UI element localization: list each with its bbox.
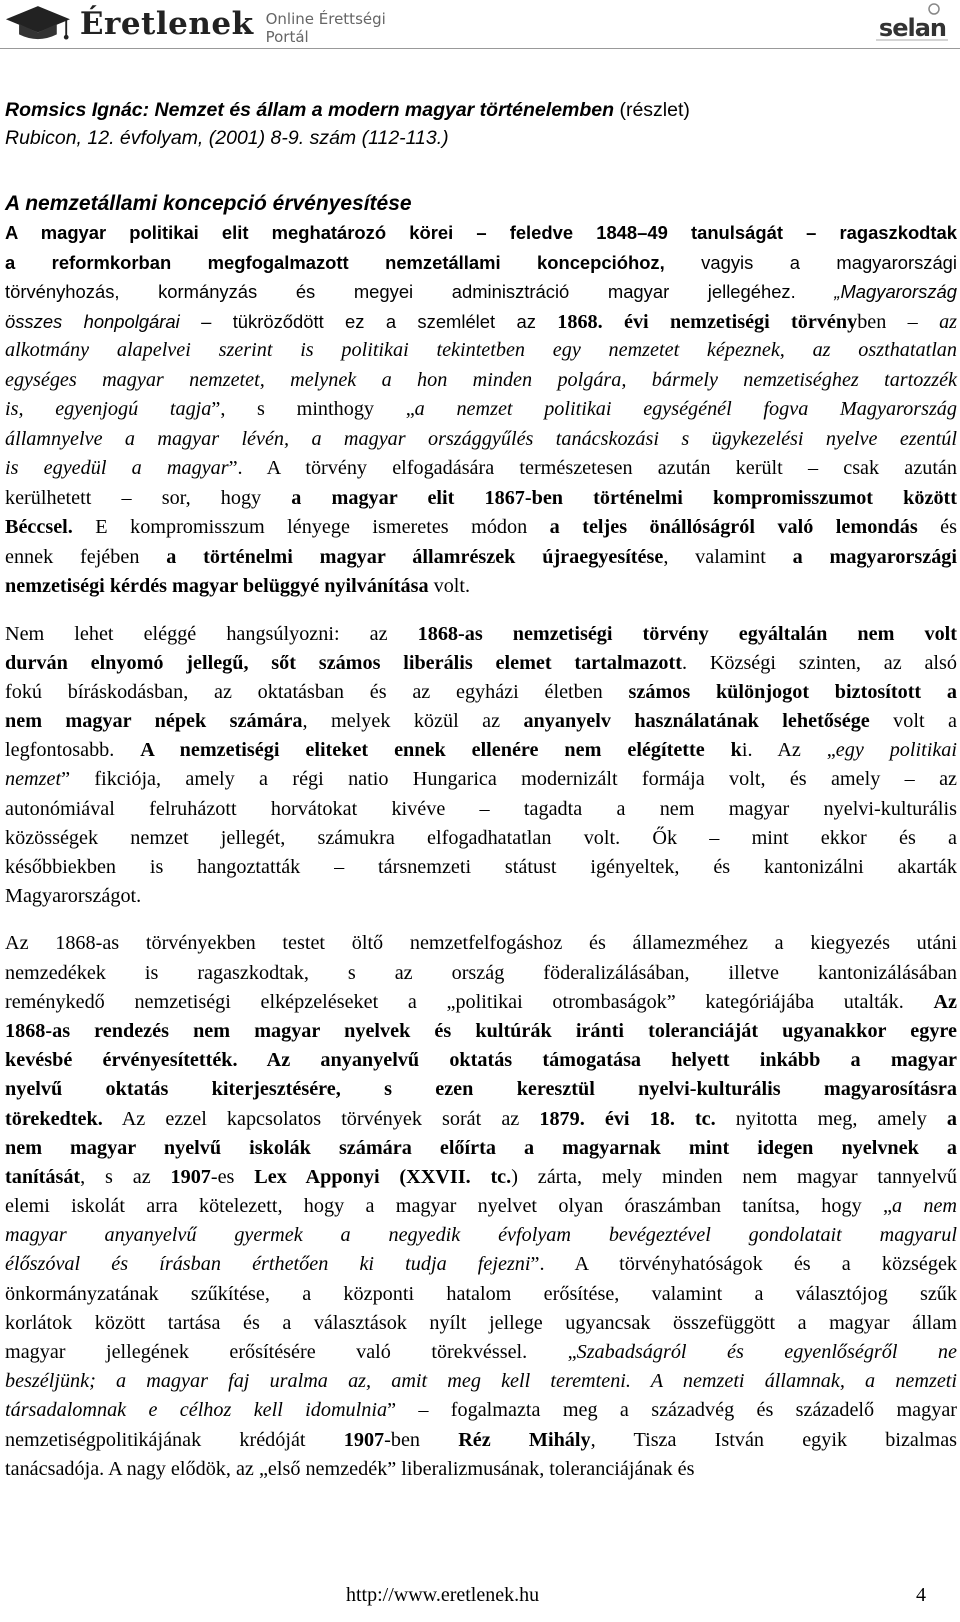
text-run: , valamint bbox=[663, 545, 793, 568]
text-run: összes honpolgárai bbox=[5, 310, 180, 332]
text-run: a nem bbox=[891, 1195, 957, 1218]
text-run: nemzet bbox=[5, 768, 62, 791]
source-line-2: Rubicon, 12. évfolyam, (2001) 8-9. szám (112-113.) bbox=[5, 127, 449, 149]
text-line bbox=[5, 929, 957, 958]
text-run: vagyis a magyarországi bbox=[664, 251, 957, 273]
text-run: a nemzet politikai egységénél fogva Magyarország bbox=[414, 398, 957, 420]
text-run: a történelmi magyar államrészek újraegyesítése bbox=[166, 545, 664, 568]
text-run: nemzetiségpolitikájának krédóját bbox=[5, 1428, 344, 1451]
text-line bbox=[5, 824, 957, 853]
text-line bbox=[5, 1105, 957, 1134]
text-run: -ben bbox=[384, 1428, 459, 1451]
graduation-cap-icon bbox=[4, 3, 72, 45]
text-run: Nem lehet eléggé hangsúlyozni: az bbox=[5, 622, 418, 645]
text-line bbox=[5, 454, 957, 484]
text-run: reménykedő nemzetiségi elképzeléseket a „politikai otrombaságok” kategóriájába utalták. bbox=[5, 990, 934, 1013]
text-line bbox=[5, 248, 957, 278]
text-run: , melyek közül az bbox=[302, 710, 524, 733]
text-run: 1879. évi 18. tc. bbox=[539, 1107, 716, 1130]
text-run: tanácsadója. A nagy elődök, az „első nemzedék” liberalizmusának, toleranciájának és bbox=[5, 1457, 695, 1480]
text-run: a reformkorban megfogalmazott nemzetállami koncepcióhoz, bbox=[5, 251, 665, 273]
text-line bbox=[5, 1455, 957, 1484]
text-line bbox=[5, 1309, 957, 1338]
text-line bbox=[5, 795, 957, 824]
text-run: élőszóval és írásban érthetően ki tudja fejezni bbox=[5, 1253, 531, 1276]
section-heading: A nemzetállami koncepció érvényesítése bbox=[5, 192, 412, 215]
text-run: nyitotta meg, amely bbox=[715, 1107, 947, 1130]
site-logo[interactable] bbox=[4, 2, 424, 46]
text-line bbox=[5, 649, 957, 678]
text-run: 1868. évi nemzetiségi törvény bbox=[557, 310, 858, 333]
text-run: 1868-as rendezés nem magyar nyelvek és kultúrák iránti toleranciáját ugyanakkor egyre bbox=[5, 1019, 957, 1042]
text-run: elemi iskolát arra kötelezett, hogy a magyar nyelvet olyan óraszámban tanítsa, hogy „ bbox=[5, 1195, 892, 1218]
text-run: „Magyarország bbox=[834, 281, 957, 302]
text-run: nemzetiségi kérdés magyar belüggyé nyilvánítása bbox=[5, 575, 429, 597]
partner-logo-text: selan bbox=[878, 14, 946, 42]
text-run: durván elnyomó jellegű, sőt számos liberális elemet tartalmazott bbox=[5, 651, 682, 674]
paragraph-2 bbox=[5, 620, 957, 912]
text-run: ”, s minthogy „ bbox=[211, 398, 415, 420]
text-run: számos különjogot biztosított a bbox=[628, 680, 957, 703]
text-run: beszéljünk; a magyar faj uralma az, amit meg kell teremteni. A nemzeti államnak, a nemzeti bbox=[5, 1370, 957, 1393]
text-run: egységes magyar nemzetet, melynek a hon minden polgára, bármely nemzetiséghez tartozzék bbox=[5, 368, 957, 391]
text-run: volt a bbox=[869, 710, 957, 733]
text-run: Az ezzel kapcsolatos törvények sorát az bbox=[102, 1107, 540, 1130]
text-line bbox=[5, 1017, 957, 1046]
text-run: közösségek nemzet jellegét, számukra elfogadhatatlan volt. Ők – mint ekkor és a bbox=[5, 826, 957, 849]
page-header bbox=[0, 0, 960, 56]
text-run: ”. A törvényhatóságok és a községek bbox=[530, 1253, 957, 1276]
text-run: autonómiával felruházott horvátokat kivéve – tagadta a nem magyar nyelvi-kulturális bbox=[5, 797, 957, 820]
text-run: nem magyar népek számára bbox=[5, 710, 303, 733]
text-run: fokú bíráskodásban, az oktatásban és az egyházi életben bbox=[5, 680, 629, 703]
text-line bbox=[5, 1396, 957, 1425]
text-line bbox=[5, 1338, 957, 1367]
text-run: magyar jellegének erősítésére való törekvéssel. „ bbox=[5, 1341, 577, 1363]
logo-name: Éretlenek bbox=[79, 6, 254, 42]
footer-url[interactable]: http://www.eretlenek.hu bbox=[346, 1584, 540, 1606]
header-divider bbox=[0, 48, 960, 49]
text-run: i. Az „ bbox=[741, 739, 836, 762]
text-line bbox=[5, 882, 957, 911]
text-run: ) zárta, mely minden nem magyar tannyelvű bbox=[511, 1165, 958, 1188]
text-run: a magyar elit 1867-ben történelmi kompromisszumot között bbox=[291, 486, 957, 509]
text-run: – tükröződött ez a szemlélet az bbox=[179, 310, 558, 332]
text-run: államnyelve a magyar lévén, a magyar országgyűlés tanácskozási s ügykezelési nyelve ezentúl bbox=[5, 427, 957, 450]
text-run: Béccsel. bbox=[5, 516, 73, 538]
paragraph-1 bbox=[5, 218, 957, 602]
source-line-1 bbox=[5, 96, 957, 124]
text-line bbox=[5, 707, 957, 736]
text-run: legfontosabb. bbox=[5, 739, 141, 762]
text-run: ben – bbox=[857, 310, 940, 333]
text-run: A magyar politikai elit meghatározó körei – feledve 1848–49 tanulságát – ragaszkodtak bbox=[5, 222, 957, 243]
text-line bbox=[5, 336, 957, 366]
text-line bbox=[5, 1046, 957, 1075]
text-run: Lex Apponyi (XXVII. tc. bbox=[254, 1165, 512, 1188]
text-line bbox=[5, 736, 957, 765]
text-run: E kompromisszum lényege ismeretes módon bbox=[72, 516, 550, 538]
text-run: is egyedül a magyar bbox=[5, 457, 229, 479]
paragraph-3 bbox=[5, 929, 957, 1484]
source-note: (részlet) bbox=[614, 99, 690, 121]
text-run: egy politikai bbox=[835, 739, 957, 762]
text-run: A nemzetiségi eliteket ennek ellenére nem elégítette k bbox=[140, 739, 742, 762]
text-run: , s az bbox=[80, 1165, 171, 1188]
text-line bbox=[5, 959, 957, 988]
text-run: ennek fejében bbox=[5, 545, 167, 568]
text-line bbox=[5, 765, 957, 794]
text-run: anyanyelv használatának lehetősége bbox=[523, 710, 870, 733]
text-run: a magyarországi bbox=[792, 545, 958, 568]
text-run: törvényhozás, kormányzás és megyei adminisztráció magyar jellegéhez. bbox=[5, 281, 835, 302]
text-run: Az bbox=[933, 990, 957, 1013]
page-number: 4 bbox=[916, 1584, 926, 1606]
text-line bbox=[5, 543, 957, 573]
text-run: , Tisza István egyik bizalmas bbox=[590, 1428, 958, 1451]
text-run: társadalomnak e célhoz kell idomulnia bbox=[5, 1399, 388, 1422]
text-line bbox=[5, 1250, 957, 1279]
text-run: -es bbox=[210, 1165, 255, 1188]
text-run: az bbox=[939, 310, 958, 333]
text-run: és bbox=[917, 516, 957, 538]
text-line bbox=[5, 1221, 957, 1250]
text-run: kerülhetett – sor, hogy bbox=[5, 486, 292, 509]
text-run: ”. A törvény elfogadására természetesen azután került – csak azután bbox=[228, 457, 957, 479]
text-run: 1868-as nemzetiségi törvény egyáltalán nem volt bbox=[417, 622, 957, 645]
text-line bbox=[5, 1367, 957, 1396]
text-run: korlátok között tartása és a választások nyílt jellege ugyancsak összefüggött a magyar állam bbox=[5, 1311, 957, 1334]
text-run: Az 1868-as törvényekben testet öltő nemzetfelfogáshoz és államezméhez a kiegyezés utáni bbox=[5, 932, 957, 955]
article bbox=[5, 96, 957, 1484]
text-run: törekedtek. bbox=[5, 1107, 103, 1130]
text-run: nyelvű oktatás kiterjesztésére, s ezen keresztül nyelvi-kulturális magyarosításra bbox=[5, 1078, 957, 1101]
page-footer bbox=[0, 1584, 960, 1614]
text-line bbox=[5, 988, 957, 1017]
text-line bbox=[5, 218, 957, 248]
text-line bbox=[5, 395, 957, 425]
partner-logo bbox=[872, 0, 952, 50]
text-run: ” fikciója, amely a régi natio Hungarica modernizált formája volt, és amely – az bbox=[61, 768, 957, 791]
text-line bbox=[5, 572, 957, 602]
text-run: ” – fogalmazta meg a századvég és századelő magyar bbox=[387, 1399, 958, 1422]
text-run: tanítását bbox=[5, 1165, 81, 1188]
text-line bbox=[5, 366, 957, 396]
text-run: nemzedékek is ragaszkodtak, s az ország föderalizálásában, illetve kantonizálásában bbox=[5, 961, 957, 984]
text-run: 1907 bbox=[170, 1165, 211, 1188]
text-line bbox=[5, 1163, 957, 1192]
text-line bbox=[5, 307, 957, 337]
text-line bbox=[5, 1192, 957, 1221]
text-run: Réz Mihály bbox=[458, 1428, 591, 1451]
text-line bbox=[5, 1075, 957, 1104]
text-run: . Községi szinten, az alsó bbox=[681, 651, 957, 674]
source-title: Romsics Ignác: Nemzet és állam a modern magyar történelemben bbox=[5, 99, 615, 121]
text-run: önkormányzatának szűkítése, a központi hatalom erősítése, valamint a választójog szűk bbox=[5, 1282, 957, 1305]
text-run: magyar anyanyelvű gyermek a negyedik évfolyam bevégeztével gondolatait magyarul bbox=[5, 1224, 957, 1247]
text-line bbox=[5, 277, 957, 307]
text-run: a bbox=[946, 1107, 957, 1130]
text-run: Magyarországot. bbox=[5, 885, 142, 908]
text-run: 1907 bbox=[343, 1428, 385, 1451]
text-run: is, egyenjogú tagja bbox=[5, 398, 212, 420]
text-line bbox=[5, 513, 957, 543]
text-run: kevésbé érvényesítették. Az anyanyelvű oktatás támogatása helyett inkább a magyar bbox=[5, 1049, 957, 1072]
text-run: későbbiekben is hangoztatták – társnemzeti státust igényeltek, és kantonizálni akarták bbox=[5, 856, 957, 878]
text-run: alkotmány alapelvei szerint is politikai tekintetben egy nemzetet képeznek, az oszthatatlan bbox=[5, 339, 957, 361]
text-line bbox=[5, 1426, 957, 1455]
text-run: a teljes önállóságról való lemondás bbox=[549, 516, 918, 538]
text-run: volt. bbox=[428, 575, 471, 597]
text-line bbox=[5, 425, 957, 455]
text-line bbox=[5, 853, 957, 882]
text-line bbox=[5, 484, 957, 514]
text-line bbox=[5, 620, 957, 649]
logo-subtitle: Online Érettségi Portál bbox=[265, 10, 386, 46]
text-line bbox=[5, 1134, 957, 1163]
text-line bbox=[5, 678, 957, 707]
text-run: Szabadságról és egyenlőségről ne bbox=[576, 1341, 957, 1363]
text-line bbox=[5, 1280, 957, 1309]
text-run: nem magyar nyelvű iskolák számára előírta a magyarnak mint idegen nyelvnek a bbox=[5, 1136, 957, 1159]
